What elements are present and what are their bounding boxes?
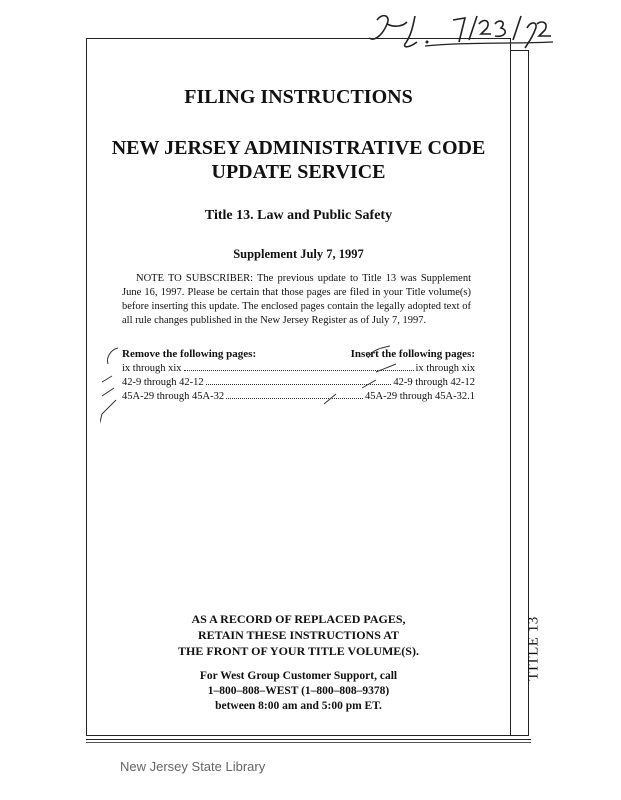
- title-tab-label: TITLE 13: [525, 616, 542, 681]
- subscriber-note: NOTE TO SUBSCRIBER: The previous update to Title 13 was Supplement June 16, 1997. Please be certain that those pages are filed in your Title volume(s) before inserting this update. The enclosed pages contain the legally adopted text of all rule changes published in the New Jersey Register as of July 7, 1997.: [122, 273, 471, 326]
- insert-pages: 45A-29 through 45A-32.1: [365, 391, 475, 402]
- bottom-rule-2: [86, 742, 531, 743]
- subtitle-line-1: NEW JERSEY ADMINISTRATIVE CODE: [111, 137, 486, 159]
- insert-pages: ix through xix: [415, 363, 475, 374]
- support-line-1: For West Group Customer Support, call: [199, 670, 398, 682]
- record-line-1: AS A RECORD OF REPLACED PAGES,: [191, 612, 406, 626]
- record-notice: [86, 611, 511, 659]
- handwritten-initials-date: [365, 2, 555, 52]
- supplement-date: Supplement July 7, 1997: [233, 247, 364, 261]
- insert-header: Insert the following pages:: [350, 348, 475, 360]
- record-line-3: THE FRONT OF YOUR TITLE VOLUME(S).: [178, 644, 419, 658]
- remove-header: Remove the following pages:: [122, 348, 257, 360]
- remove-pages: 42-9 through 42-12: [122, 377, 204, 388]
- customer-support-notice: [86, 669, 511, 714]
- remove-pages: 45A-29 through 45A-32: [122, 391, 225, 402]
- library-stamp: New Jersey State Library: [120, 759, 266, 774]
- handwritten-check-marks: [100, 330, 460, 440]
- title-section: Title 13. Law and Public Safety: [204, 208, 393, 223]
- document-subtitle: [86, 136, 511, 184]
- bottom-rule: [86, 739, 531, 740]
- support-line-3: between 8:00 am and 5:00 pm ET.: [215, 700, 382, 712]
- record-line-2: RETAIN THESE INSTRUCTIONS AT: [197, 628, 400, 642]
- document-title: FILING INSTRUCTIONS: [184, 86, 413, 108]
- support-line-2: 1–800–808–WEST (1–800–808–9378): [207, 685, 390, 697]
- insert-pages: 42-9 through 42-12: [393, 377, 475, 388]
- remove-pages: ix through xix: [122, 363, 182, 374]
- subtitle-line-2: UPDATE SERVICE: [211, 161, 386, 183]
